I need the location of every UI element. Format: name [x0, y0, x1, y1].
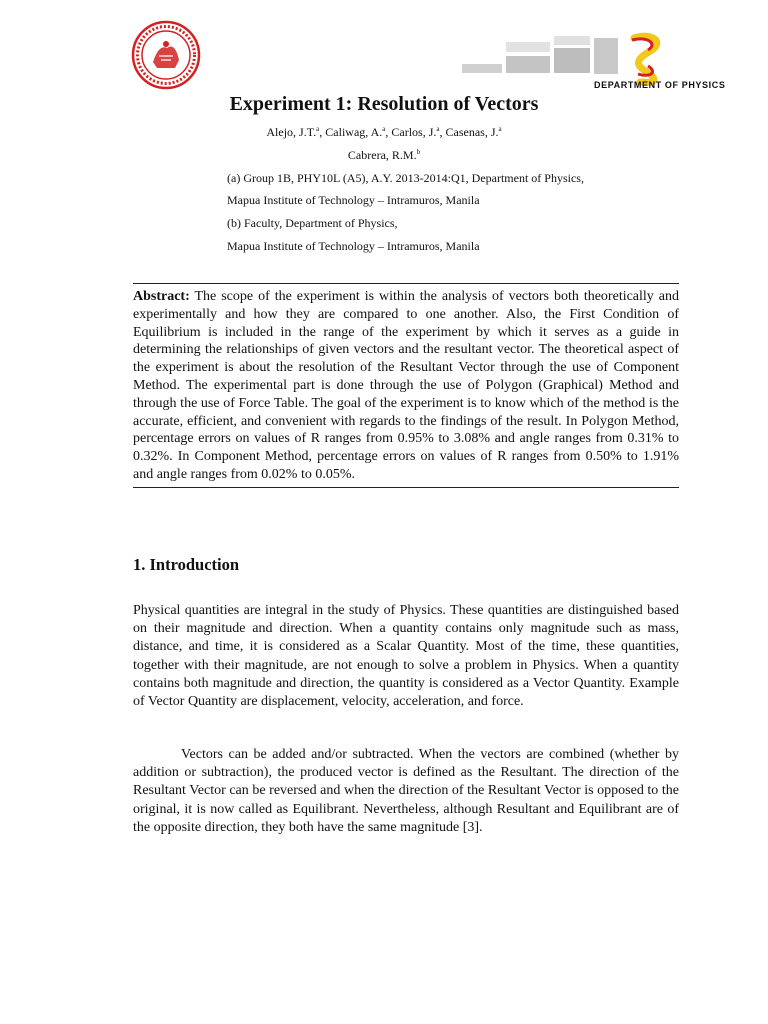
author-affiliation-mark: a [316, 125, 320, 133]
section-heading-introduction: 1. Introduction [133, 555, 240, 574]
author-list [0, 125, 768, 140]
author-name: , Casenas, J. [439, 125, 499, 139]
author-name: , Caliwag, A. [319, 125, 383, 139]
author-name: Cabrera, R.M. [347, 148, 417, 162]
abstract-label: Abstract: [133, 289, 190, 304]
affiliation-line: (a) Group 1B, PHY10L (A5), A.Y. 2013-2014:Q1, Department of Physics, [227, 171, 584, 185]
paper-title: Experiment 1: Resolution of Vectors [229, 93, 539, 115]
affiliation-line: (b) Faculty, Department of Physics, [227, 216, 398, 230]
body-paragraph: Vectors can be added and/or subtracted. When the vectors are combined (whether by addition or subtraction), the produced vector is defined as the Resultant. The direction of the Resultant Vector can be reversed and when the direction of the Resultant Vector is opposed to the original, it is now called as Equilibrant. Nevertheless, although Resultant and Equilibrant are of the opposite direction, they both have the same magnitude [3]. [133, 747, 679, 835]
author-name: , Carlos, J. [385, 125, 437, 139]
author-name: Alejo, J.T. [266, 125, 317, 139]
author-affiliation-mark: a [498, 125, 502, 133]
abstract-body: The scope of the experiment is within the analysis of vectors both theoretically and experimentally and how they are compared to one another. Also, the First Condition of Equilibrium is included in the range of the experiment by which it serves as a guide in determining the relationships of given vectors and the resultant vector. The theoretical aspect of the experiment is about the resolution of the Resultant Vector through the use of Component Method. The experimental part is done through the use of Polygon (Graphical) Method and through the use of Force Table. The goal of the experiment is to know which of the method is the accurate, efficient, and convenient with regards to the findings of the result. In Polygon Method, percentage errors on values of R ranges from 0.95% to 3.08% and angle ranges from 0.31% to 0.32%. In Component Method, percentage errors on values of R ranges from 0.50% to 1.91% and angle ranges from 0.02% to 0.05%. [133, 289, 679, 482]
department-logo-label: DEPARTMENT OF PHYSICS [594, 80, 726, 90]
affiliation-line: Mapua Institute of Technology – Intramuros, Manila [227, 239, 480, 253]
affiliation-line: Mapua Institute of Technology – Intramuros, Manila [227, 193, 480, 207]
abstract-box [133, 283, 679, 488]
abstract-text [133, 288, 679, 484]
author-affiliation-mark: a [436, 125, 440, 133]
university-seal-icon [131, 20, 201, 90]
author-affiliation-mark: b [416, 148, 421, 156]
author-affiliation-mark: a [382, 125, 386, 133]
author-list-faculty [0, 148, 768, 163]
body-paragraph: Physical quantities are integral in the study of Physics. These quantities are distinguished based on their magnitude and direction. When a quantity contains only magnitude such as mass, distance, and time, it is considered as a Scalar Quantity. Most of the time, these quantities, together with their magnitude, are not enough to solve a problem in Physics. When a quantity contains both magnitude and direction, the quantity is considered as a Vector Quantity. Example of Vector Quantity are displacement, velocity, acceleration, and force. [133, 603, 679, 710]
